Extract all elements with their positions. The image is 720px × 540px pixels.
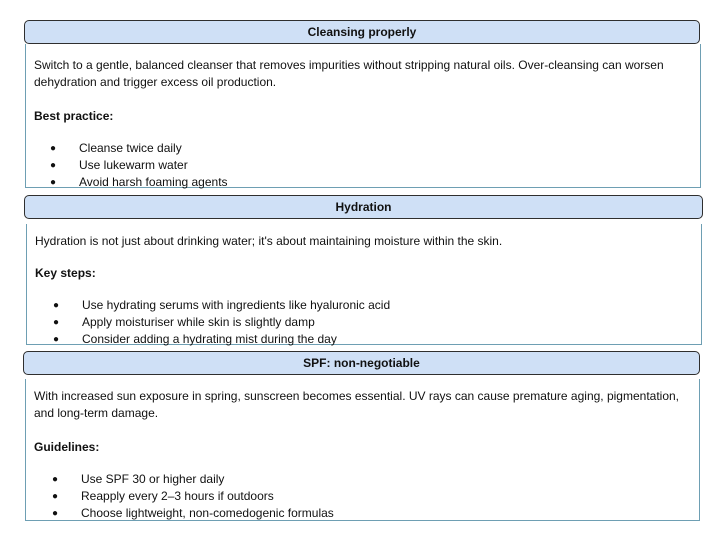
section-intro: Switch to a gentle, balanced cleanser that removes impurities without stripping natural oils. Over-cleansing can worsen dehydration and trigger excess oil production.: [34, 58, 664, 89]
bullet-icon: ●: [50, 160, 57, 171]
section-title: SPF: non-negotiable: [303, 356, 420, 370]
bullet-icon: ●: [53, 317, 60, 328]
section-subheading: Key steps:: [35, 266, 96, 280]
bullet-icon: ●: [52, 508, 59, 519]
bullet-icon: ●: [50, 177, 57, 188]
section-body-cleansing: Switch to a gentle, balanced cleanser that removes impurities without stripping natural oils. Over-cleansing can worsen dehydration and trigger excess oil production. Best practice: ● Cleanse twice daily ● Use lukewarm water ● Avoid harsh foaming agents: [25, 44, 701, 188]
bullet-icon: ●: [53, 300, 60, 311]
section-intro: Hydration is not just about drinking water; it's about maintaining moisture within the skin.: [35, 234, 503, 248]
section-body-hydration: Hydration is not just about drinking water; it's about maintaining moisture within the skin. Key steps: ● Use hydrating serums with ingredients like hyaluronic acid ● Apply moisturiser while skin is slightly damp ● Consider adding a hydrating mist during the day: [26, 224, 702, 345]
section-header-spf: [23, 351, 700, 375]
bullet-icon: ●: [50, 143, 57, 154]
section-subheading: Best practice:: [34, 109, 114, 123]
bullet-icon: ●: [52, 491, 59, 502]
section-intro: With increased sun exposure in spring, sunscreen becomes essential. UV rays can cause premature aging, pigmentation, and long-term damage.: [34, 389, 680, 420]
section-title: Cleansing properly: [307, 25, 417, 39]
section-body-spf: With increased sun exposure in spring, sunscreen becomes essential. UV rays can cause premature aging, pigmentation, and long-term damage. Guidelines: ● Use SPF 30 or higher daily ● Reapply every 2–3 hours if outdoors ● Choose lightweight, non-comedogenic formulas: [25, 379, 700, 521]
bullet-icon: ●: [52, 474, 59, 485]
section-header-cleansing: [24, 20, 700, 44]
section-header-hydration: [24, 195, 703, 219]
section-subheading: Guidelines:: [34, 440, 100, 454]
bullet-icon: ●: [53, 334, 60, 345]
section-title: Hydration: [335, 200, 392, 214]
